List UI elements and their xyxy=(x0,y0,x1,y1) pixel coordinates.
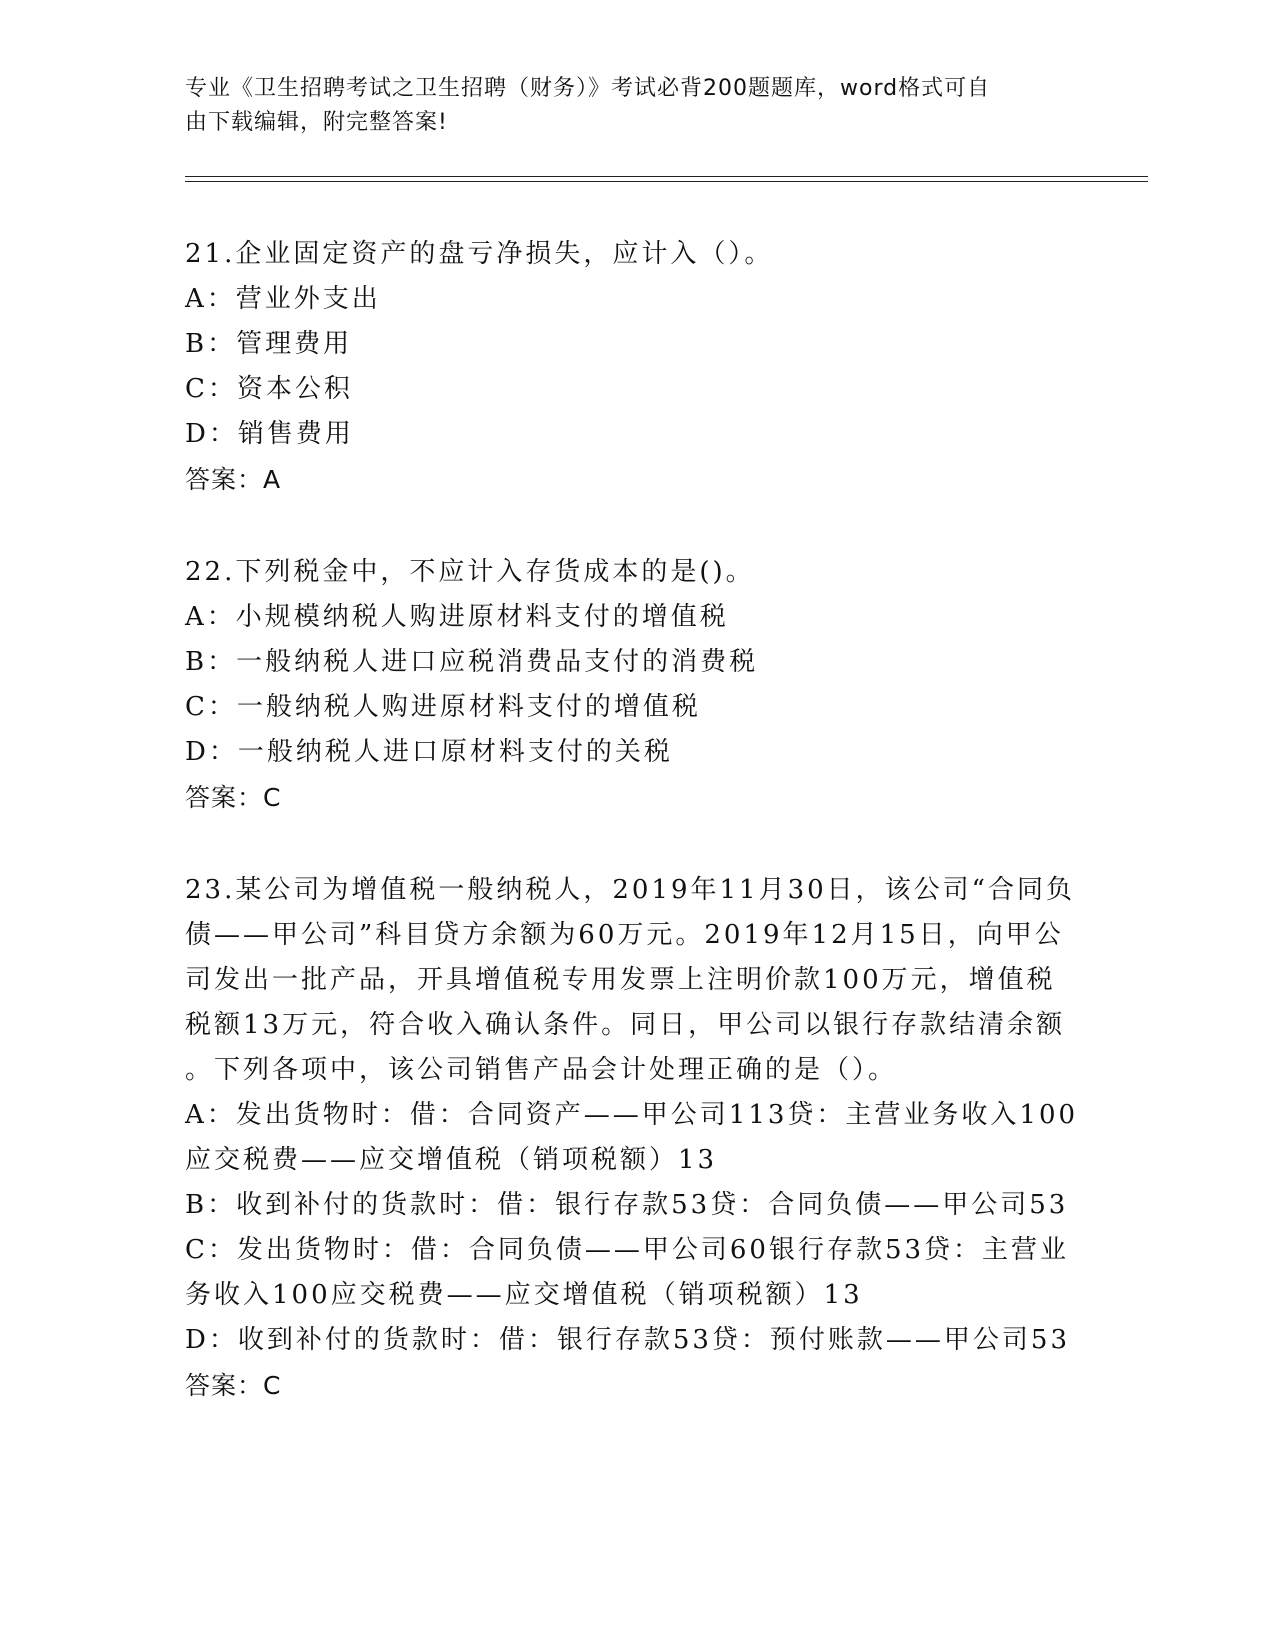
question-stem: 21.企业固定资产的盘亏净损失，应计入（）。 xyxy=(185,239,774,269)
question-stem-line: 债——甲公司”科目贷方余额为60万元。2019年12月15日，向甲公 xyxy=(185,920,1064,950)
option-a-continued: 应交税费——应交增值税（销项税额）13 xyxy=(185,1145,718,1175)
option-c: C：发出货物时：借：合同负债——甲公司60银行存款53贷：主营业 xyxy=(185,1235,1070,1265)
question-stem-line: 司发出一批产品，开具增值税专用发票上注明价款100万元，增值税 xyxy=(185,965,1056,995)
option-b: B：管理费用 xyxy=(185,329,353,359)
question-23 xyxy=(185,868,1085,1408)
option-a: A：小规模纳税人购进原材料支付的增值税 xyxy=(185,602,729,632)
question-stem-line: 。下列各项中，该公司销售产品会计处理正确的是（）。 xyxy=(185,1055,898,1085)
option-c: C：资本公积 xyxy=(185,374,353,404)
answer: 答案：A xyxy=(185,465,282,494)
option-a: A：发出货物时：借：合同资产——甲公司113贷：主营业务收入100 xyxy=(185,1100,1079,1130)
document-header xyxy=(185,72,1085,140)
option-b: B：收到补付的货款时：借：银行存款53贷：合同负债——甲公司53 xyxy=(185,1190,1069,1220)
question-21 xyxy=(185,232,1085,502)
option-c-continued: 务收入100应交税费——应交增值税（销项税额）13 xyxy=(185,1280,863,1310)
header-line: 由下载编辑，附完整答案! xyxy=(185,110,448,135)
header-divider xyxy=(185,181,1148,182)
option-c: C：一般纳税人购进原材料支付的增值税 xyxy=(185,692,701,722)
answer: 答案：C xyxy=(185,783,282,812)
option-a: A：营业外支出 xyxy=(185,284,381,314)
answer: 答案：C xyxy=(185,1371,282,1400)
question-stem: 22.下列税金中，不应计入存货成本的是()。 xyxy=(185,557,755,587)
question-stem-line: 23.某公司为增值税一般纳税人，2019年11月30日，该公司“合同负 xyxy=(185,875,1075,905)
question-stem-line: 税额13万元，符合收入确认条件。同日，甲公司以银行存款结清余额 xyxy=(185,1010,1066,1040)
option-d: D：收到补付的货款时：借：银行存款53贷：预付账款——甲公司53 xyxy=(185,1325,1071,1355)
option-d: D：销售费用 xyxy=(185,419,354,449)
header-line: 专业《卫生招聘考试之卫生招聘（财务）》考试必背200题题库，word格式可自 xyxy=(185,76,991,101)
option-b: B：一般纳税人进口应税消费品支付的消费税 xyxy=(185,647,759,677)
option-d: D：一般纳税人进口原材料支付的关税 xyxy=(185,737,673,767)
header-divider xyxy=(185,176,1148,177)
question-22 xyxy=(185,550,1085,820)
